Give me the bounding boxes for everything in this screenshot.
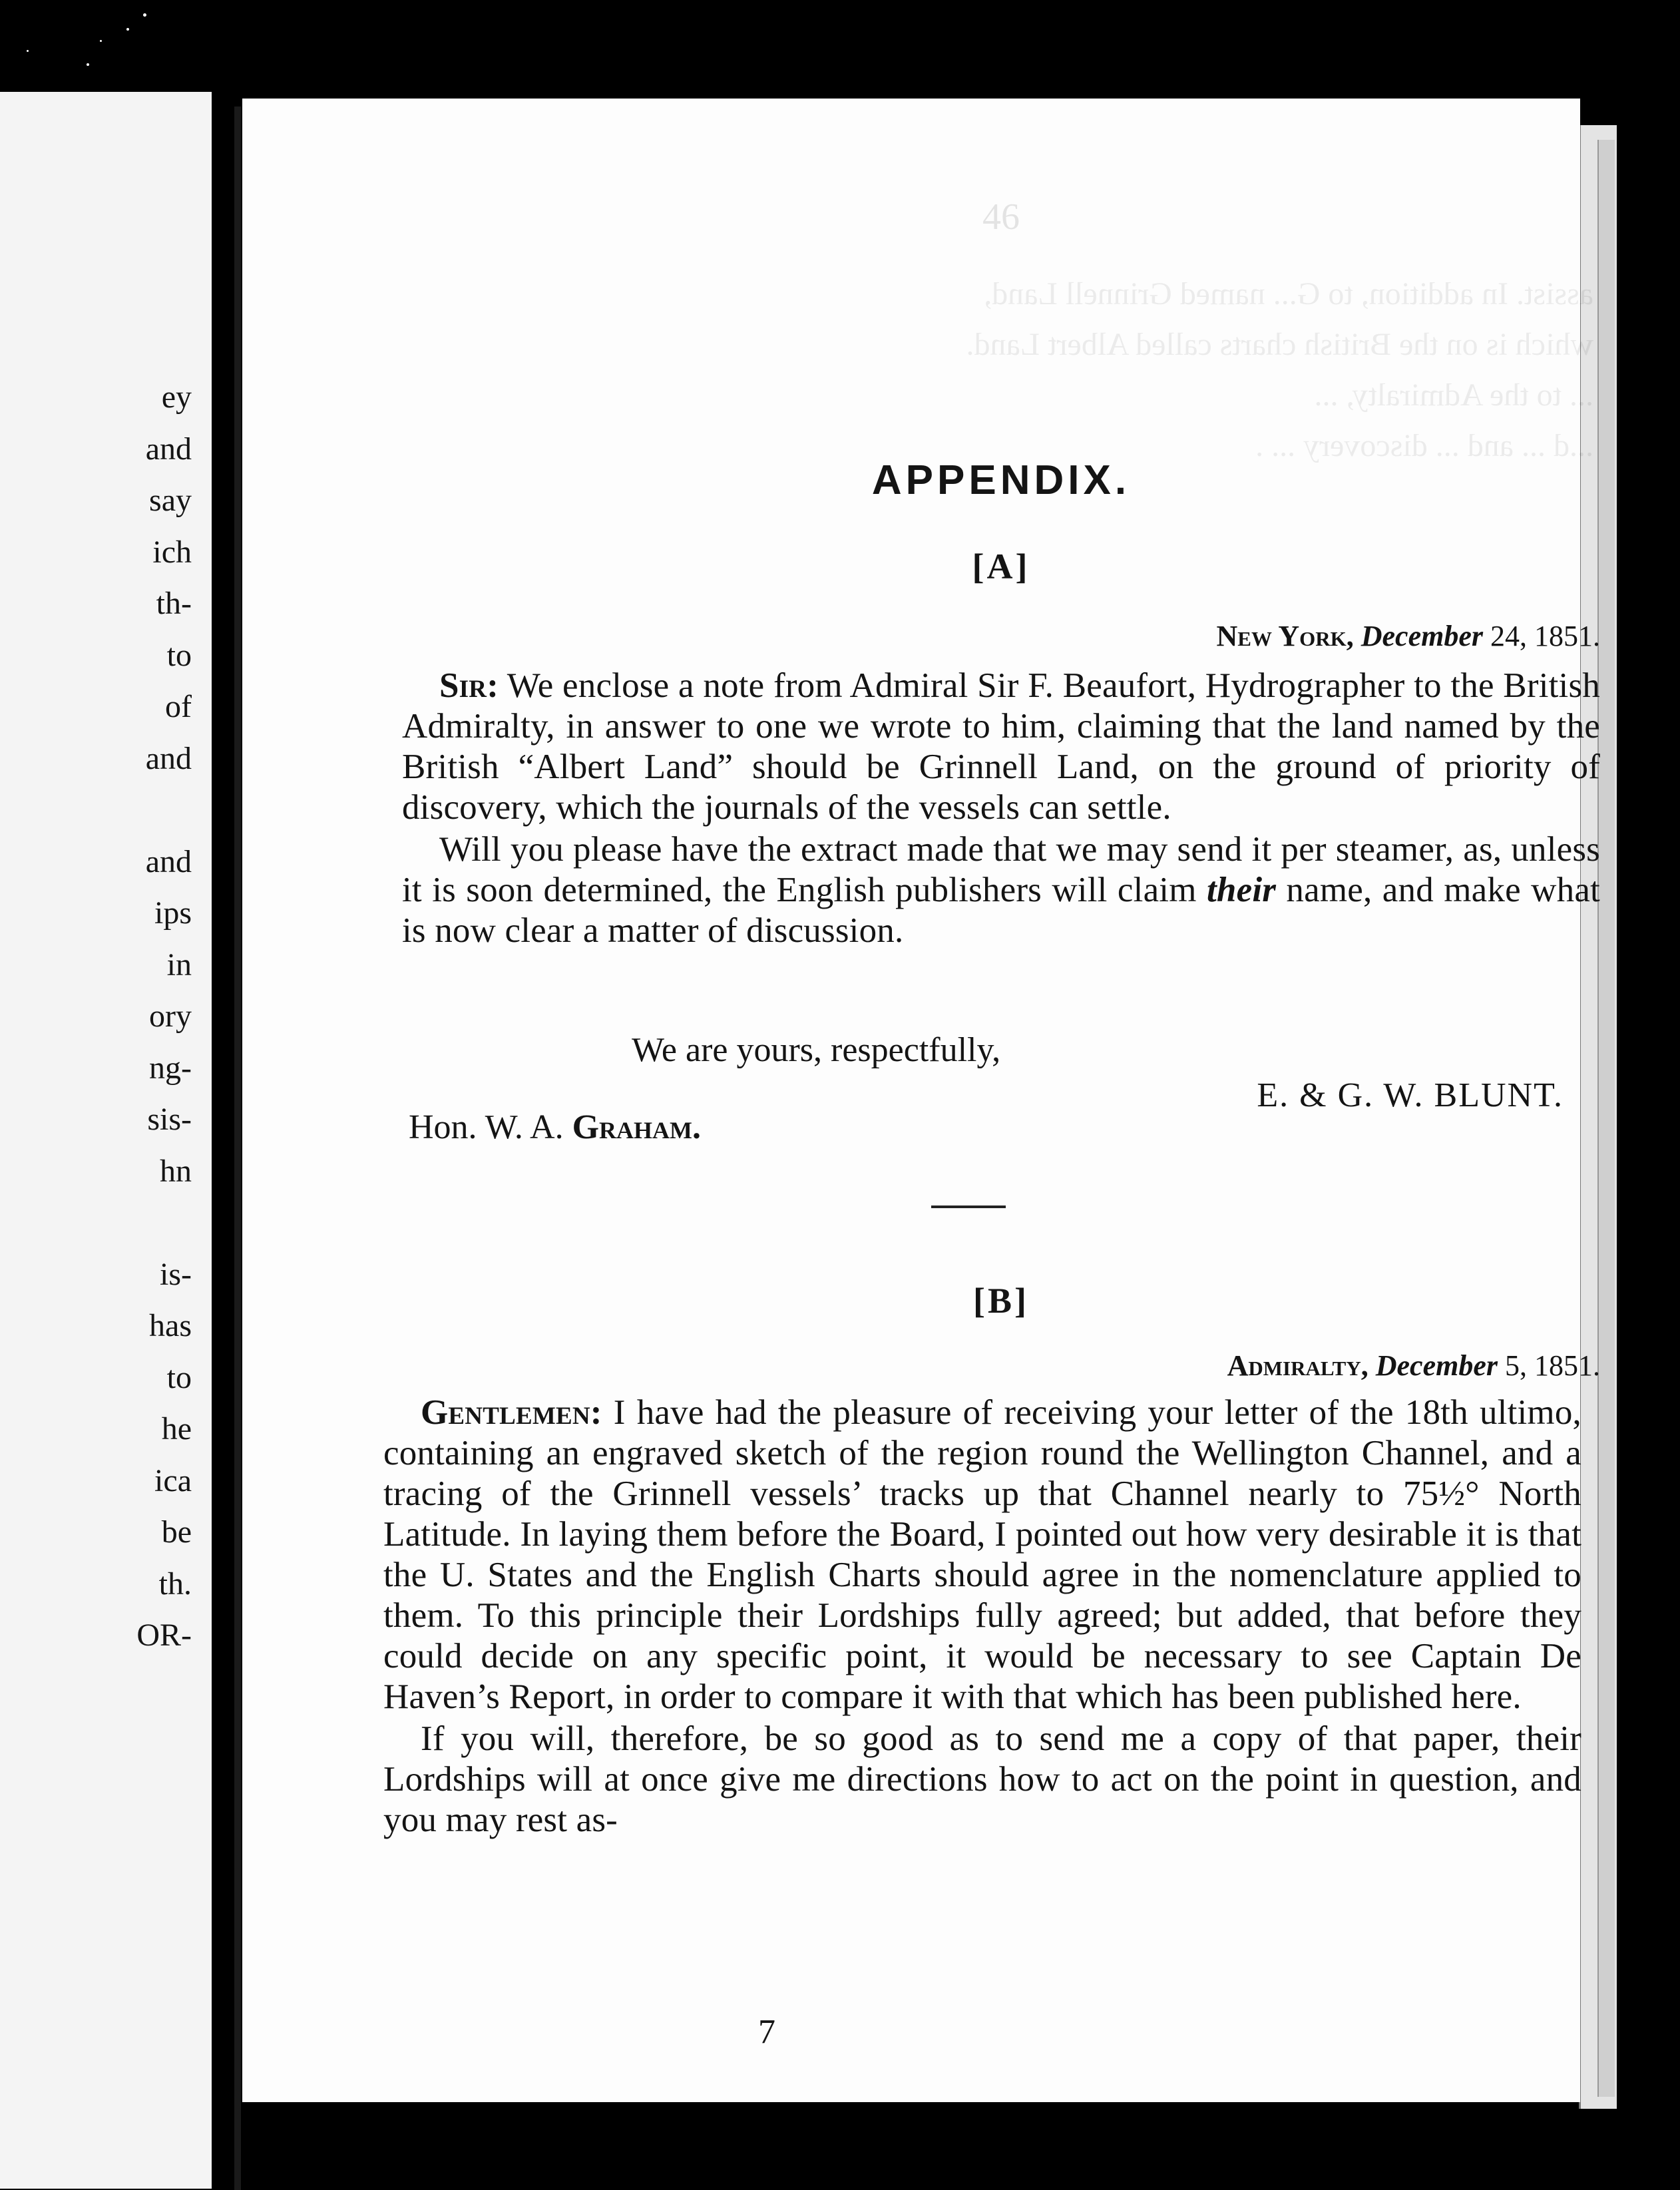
section-divider-rule — [931, 1205, 1006, 1208]
left-page-fragment: to — [166, 1359, 192, 1395]
left-page-fragment: ich — [152, 534, 192, 570]
left-page-fragment — [0, 784, 212, 836]
section-b-dateline — [402, 1349, 1643, 1383]
left-page-fragment: say — [149, 483, 192, 518]
left-page-fragment: ips — [154, 895, 192, 931]
show-through-lines — [409, 269, 1593, 471]
section-b-letter — [383, 1393, 1581, 1841]
left-page-fragment: and — [145, 740, 192, 776]
section-b-place: Admiralty, — [1227, 1349, 1368, 1382]
section-a-addressee-name: Graham. — [572, 1108, 702, 1146]
show-through-line: assist. In addition, to G... named Grinnell Land, — [984, 276, 1593, 312]
left-page-fragment: to — [166, 637, 192, 673]
left-page-fragment: ng- — [149, 1050, 192, 1086]
section-a-month: December — [1361, 620, 1483, 652]
section-a-year: 24, 1851. — [1490, 620, 1600, 652]
spine-line — [234, 107, 241, 2190]
left-page-fragment: OR- — [136, 1618, 192, 1653]
show-through-line: which is on the British charts called Albert Land. — [966, 327, 1593, 362]
show-through-page-number: 46 — [982, 196, 1020, 238]
signature-mark: 7 — [758, 2013, 775, 2051]
left-page-fragment: th- — [156, 586, 192, 621]
left-page-fragment: of — [165, 689, 192, 724]
left-page-fragment: sis- — [147, 1102, 192, 1137]
left-page-fragment: has — [149, 1308, 192, 1343]
left-page-text-fragments — [0, 371, 212, 1661]
section-a-salutation: Sir: — [439, 666, 499, 705]
left-page-fragment: ory — [149, 998, 192, 1034]
left-page-fragment: th. — [158, 1566, 192, 1602]
show-through-line: ... to the Admiralty, ... — [1314, 377, 1593, 413]
left-page-fragment: and — [145, 843, 192, 879]
right-page — [242, 99, 1600, 2102]
left-page-fragment — [0, 1197, 212, 1249]
left-page-fragment: in — [166, 947, 192, 983]
section-a-mark: [A] — [972, 547, 1030, 586]
section-a-paragraph-2-emphasis: their — [1207, 871, 1277, 909]
section-a-addressee — [402, 1108, 1600, 1147]
appendix-heading: APPENDIX. — [871, 457, 1131, 503]
section-a-paragraph-2-start: Will you please have the extract made that we may send it per steamer, as, unless it is soon determined, the English publishers will claim — [402, 830, 1600, 909]
left-page-fragment: ica — [154, 1462, 192, 1498]
section-b-year: 5, 1851. — [1505, 1349, 1600, 1382]
section-a-paragraph-2-end: name, and make what is now clear a matter of discussion. — [402, 871, 1600, 950]
section-b-paragraph-2: If you will, therefore, be so good as to send me a copy of that paper, their Lordships will at once give me directions how to act on the point in question, and you may rest as- — [383, 1719, 1581, 1839]
left-page-fragment: is- — [160, 1256, 192, 1292]
section-a-paragraph-1 — [402, 666, 1600, 828]
section-b-month: December — [1375, 1349, 1498, 1382]
left-page-fragment: he — [161, 1411, 192, 1446]
left-page-fragment: ey — [161, 379, 192, 415]
section-b-paragraph-1 — [383, 1393, 1581, 1717]
section-a-place: New York, — [1216, 620, 1354, 652]
left-page-fragment: hn — [160, 1153, 192, 1189]
section-b-salutation: Gentlemen: — [421, 1393, 602, 1432]
left-page-fragment: be — [161, 1514, 192, 1550]
section-b-mark: [B] — [973, 1281, 1029, 1321]
section-a-letter — [402, 666, 1600, 951]
section-b-paragraph-1-text: I have had the pleasure of receiving your letter of the 18th ultimo, containing an engraved sketch of the region round the Wellington Channel, and a tracing of the Grinnell vessels’ tracks up that Channel nearly to 75½° North Latitude. In laying them before the Board, I pointed out how very desirable it is that the U. States and the English Charts should agree in the nomenclature applied to them. To this principle their Lordships fully agreed; but added, that before they could decide on any specific point, it would be necessary to see Captain De Haven’s Report, in order to compare it with that which has been published here. — [383, 1393, 1582, 1716]
left-page-fragment: and — [145, 431, 192, 467]
section-a-paragraph-1-text: We enclose a note from Admiral Sir F. Beaufort, Hydrographer to the British Admiralty, in answer to one we wrote to him, claiming that the land named by the British “Albert Land” should be Grinnell Land, on the ground of priority of discovery, which the journals of the vessels can settle. — [402, 666, 1600, 827]
show-through-line: ...d ... and ... discovery ... . — [1255, 428, 1593, 463]
section-a-closing: We are yours, respectfully, — [632, 1031, 1001, 1069]
section-a-addressee-prefix: Hon. W. A. — [409, 1108, 564, 1146]
section-a-paragraph-2 — [402, 829, 1600, 951]
section-a-dateline — [402, 619, 1637, 653]
scan-specks — [0, 0, 240, 93]
section-a-signature: E. & G. W. BLUNT. — [1257, 1076, 1564, 1114]
left-page-edge — [0, 92, 212, 2189]
